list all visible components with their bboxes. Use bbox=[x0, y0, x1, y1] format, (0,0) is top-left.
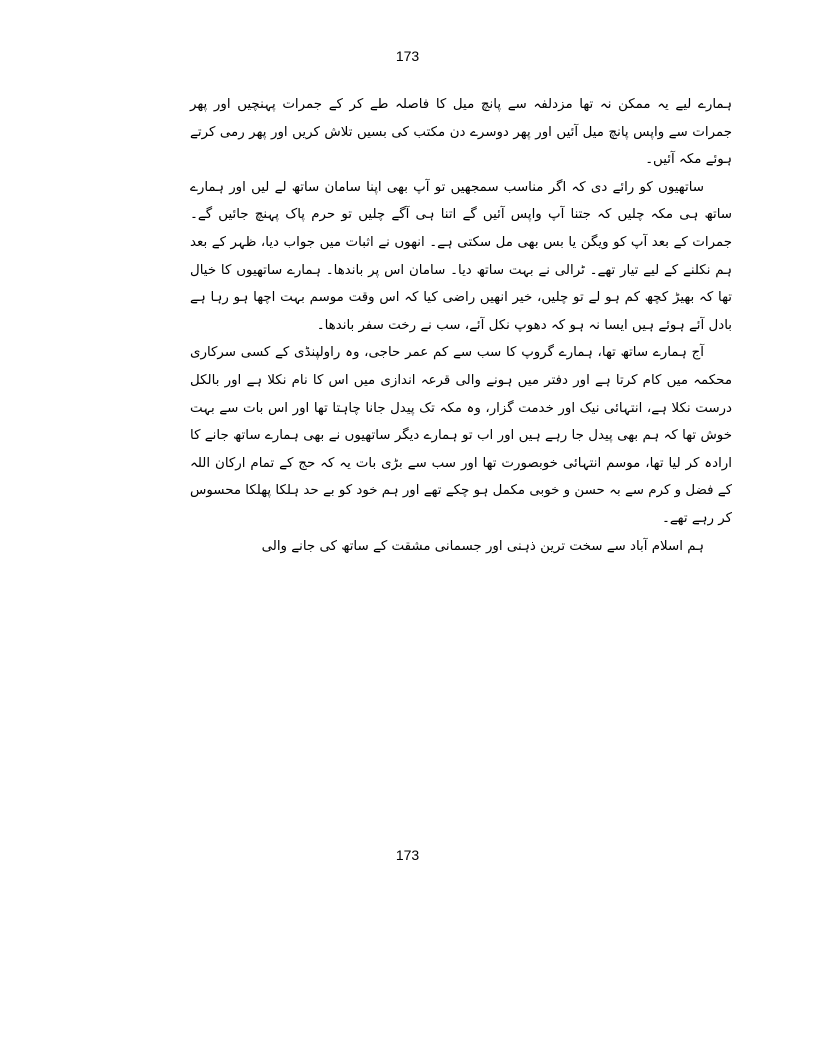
body-text bbox=[190, 91, 732, 560]
paragraph-2: ساتھیوں کو رائے دی کہ اگر مناسب سمجھیں تو آپ بھی اپنا سامان ساتھ لے لیں اور ہمارے ساتھ ہی مکہ چلیں کہ جتنا آپ واپس آئیں گے اتنا ہی آگے چلیں تو حرم پاک پہنچ جائیں گے۔ جمرات کے بعد آپ کو ویگن یا بس بھی مل سکتی ہے۔ انھوں نے اثبات میں جواب دیا، ظہر کے بعد ہم نکلنے کے لیے تیار تھے۔ ٹرالی نے بہت ساتھ دیا۔ سامان اس پر باندھا۔ ہمارے ساتھیوں کا خیال تھا کہ بھیڑ کچھ کم ہو لے تو چلیں، خیر انھیں راضی کیا کہ اس وقت موسم بہت اچھا ہو رہا ہے بادل آئے ہوئے ہیں ایسا نہ ہو کہ دھوپ نکل آئے، سب نے رخت سفر باندھا۔ bbox=[190, 179, 732, 333]
paragraph-4: ہم اسلام آباد سے سخت ترین ذہنی اور جسمانی مشقت کے ساتھ کی جانے والی bbox=[261, 538, 704, 554]
page-number-top: 173 bbox=[395, 48, 420, 64]
page-number-bottom: 173 bbox=[395, 847, 420, 863]
paragraph-3: آج ہمارے ساتھ تھا، ہمارے گروپ کا سب سے کم عمر حاجی، وہ راولپنڈی کے کسی سرکاری محکمہ میں کام کرتا ہے اور دفتر میں ہونے والی قرعہ اندازی میں اس کا نام نکلا ہے اور بالکل درست نکلا ہے، انتہائی نیک اور خدمت گزار، وہ مکہ تک پیدل جانا چاہتا تھا اور اس بات سے بہت خوش تھا کہ ہم بھی پیدل جا رہے ہیں اور اب تو ہمارے دیگر ساتھیوں نے بھی ہمارے ساتھ جانے کا ارادہ کر لیا تھا، موسم انتہائی خوبصورت تھا اور سب سے بڑی بات یہ کہ حج کے تمام ارکان اللہ کے فضل و کرم سے بہ حسن و خوبی مکمل ہو چکے تھے اور ہم خود کو بے حد ہلکا پھلکا محسوس کر رہے تھے۔ bbox=[190, 345, 732, 526]
paragraph-1: ہمارے لیے یہ ممکن نہ تھا مزدلفہ سے پانچ میل کا فاصلہ طے کر کے جمرات پہنچیں اور پھر جمرات سے واپس پانچ میل آئیں اور پھر دوسرے دن مکتب کی بسیں تلاش کریں اور پھر رمی کرتے ہوئے مکہ آئیں۔ bbox=[190, 97, 732, 168]
